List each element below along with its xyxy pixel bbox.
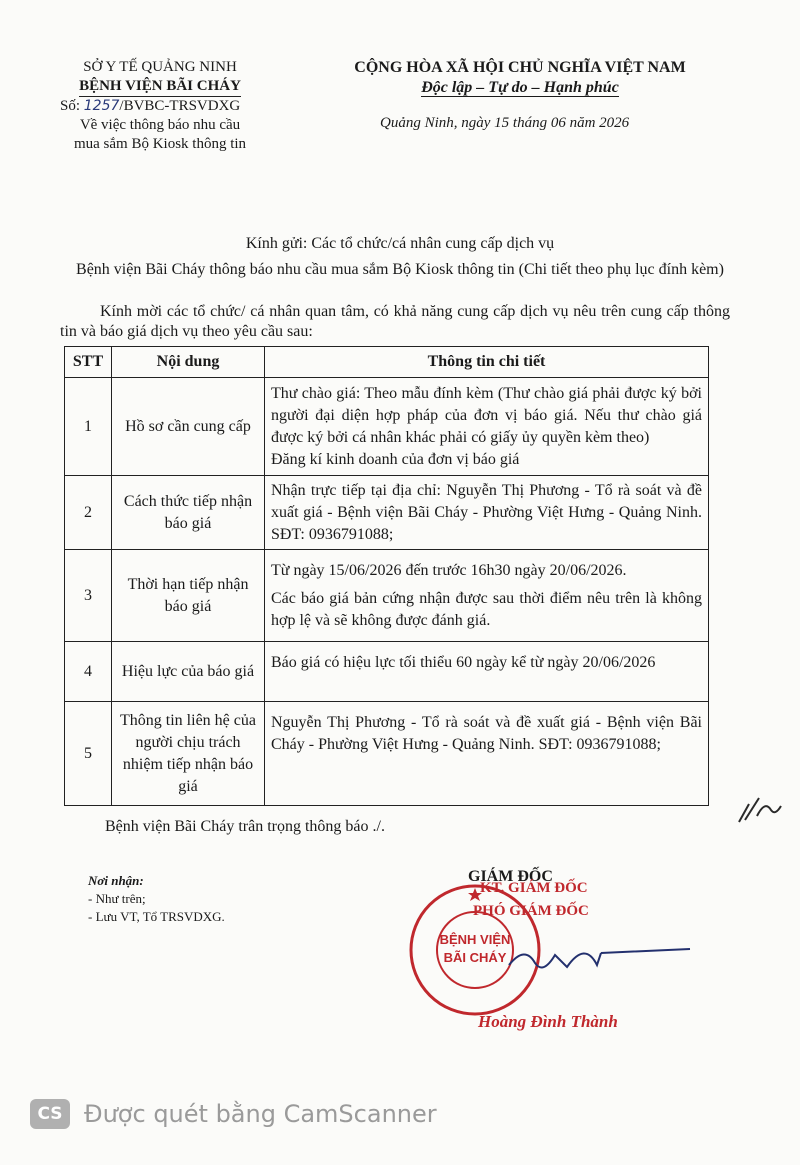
place-date: Quảng Ninh, ngày 15 tháng 06 năm 2026 (380, 115, 630, 131)
row-number: 1 (65, 378, 112, 476)
national-header (330, 58, 710, 98)
agency-header (40, 58, 280, 154)
requirements-table (64, 346, 709, 806)
addressee: Kính gửi: Các tổ chức/cá nhân cung cấp dịch vụ (245, 235, 555, 252)
recipient-item: - Như trên; (88, 891, 146, 906)
row-details: Thư chào giá: Theo mẫu đính kèm (Thư chào giá phải được ký bởi người đại diện hợp pháp của đơn vị báo giá. Nếu thư chào giá được ký bởi cá nhân khác phải có giấy ủy quyền kèm theo) Đăng kí kinh doanh của đơn vị báo giá (265, 378, 709, 476)
document-number: Số: 1257/BVBC-TRSVDXG (60, 98, 241, 114)
row-content: Hồ sơ cần cung cấp (112, 378, 265, 476)
camscanner-logo: CS (30, 1099, 70, 1129)
row-content: Thông tin liên hệ của người chịu trách nhiệm tiếp nhận báo giá (112, 702, 265, 806)
header-details: Thông tin chi tiết (265, 347, 709, 378)
header-stt: STT (65, 347, 112, 378)
subject-line-1: Về việc thông báo nhu cầu (79, 117, 241, 133)
table-row (65, 702, 709, 806)
recipient-item: - Lưu VT, Tổ TRSVDXG. (88, 909, 225, 924)
handwritten-number: 1257 (83, 98, 120, 114)
table-row (65, 378, 709, 476)
row-content: Thời hạn tiếp nhận báo giá (112, 550, 265, 642)
table-row (65, 476, 709, 550)
table-row (65, 642, 709, 702)
row-content: Cách thức tiếp nhận báo giá (112, 476, 265, 550)
nation-title: CỘNG HÒA XÃ HỘI CHỦ NGHĨA VIỆT NAM (354, 59, 686, 76)
row-number: 3 (65, 550, 112, 642)
national-motto: Độc lập – Tự do – Hạnh phúc (421, 79, 619, 96)
row-content: Hiệu lực của báo giá (112, 642, 265, 702)
seal-text-2: BÃI CHÁY (443, 950, 507, 965)
hospital-name: BỆNH VIỆN BÃI CHÁY (79, 77, 241, 97)
row-details: Nguyễn Thị Phương - Tổ rà soát và đề xuất giá - Bệnh viện Bãi Cháy - Phường Việt Hưng - Quảng Ninh. SĐT: 0936791088; (265, 702, 709, 806)
header-content: Nội dung (112, 347, 265, 378)
intro-paragraph: Bệnh viện Bãi Cháy thông báo nhu cầu mua sắm Bộ Kiosk thông tin (Chi tiết theo phụ lục đính kèm) (76, 261, 724, 278)
stamp-deputy: PHÓ GIÁM ĐỐC (473, 903, 589, 919)
subject-line-2: mua sắm Bộ Kiosk thông tin (73, 136, 247, 152)
camscanner-text: Được quét bằng CamScanner (84, 1100, 437, 1128)
row-details: Nhận trực tiếp tại địa chỉ: Nguyễn Thị Phương - Tổ rà soát và đề xuất giá - Bệnh viện Bãi Cháy - Phường Việt Hưng - Quảng Ninh. SĐT: 0936791088; (265, 476, 709, 550)
table-row (65, 550, 709, 642)
row-details: Báo giá có hiệu lực tối thiểu 60 ngày kể từ ngày 20/06/2026 (265, 642, 709, 702)
invite-paragraph: Kính mời các tổ chức/ cá nhân quan tâm, có khả năng cung cấp dịch vụ nêu trên cung cấp thông tin và báo giá dịch vụ theo yêu cầu sau: (60, 303, 730, 340)
ministry-name: SỞ Y TẾ QUẢNG NINH (83, 59, 237, 75)
row-number: 4 (65, 642, 112, 702)
recipients-block (88, 872, 225, 926)
signer-name: Hoàng Đình Thành (478, 1012, 618, 1031)
table-header-row (65, 347, 709, 378)
signature-scribble (505, 935, 695, 985)
handwritten-mark (735, 790, 785, 830)
row-details: Từ ngày 15/06/2026 đến trước 16h30 ngày 20/06/2026. Các báo giá bản cứng nhận được sau thời điểm nêu trên là không hợp lệ và sẽ không được đánh giá. (265, 550, 709, 642)
seal-text-1: BỆNH VIỆN (439, 932, 511, 947)
closing-line: Bệnh viện Bãi Cháy trân trọng thông báo ./. (105, 818, 385, 835)
recipients-title: Nơi nhận: (88, 873, 144, 888)
row-number: 5 (65, 702, 112, 806)
row-number: 2 (65, 476, 112, 550)
signer-title: GIÁM ĐỐC (468, 868, 553, 885)
stamp-kt: KT. GIÁM ĐỐC (480, 880, 588, 896)
